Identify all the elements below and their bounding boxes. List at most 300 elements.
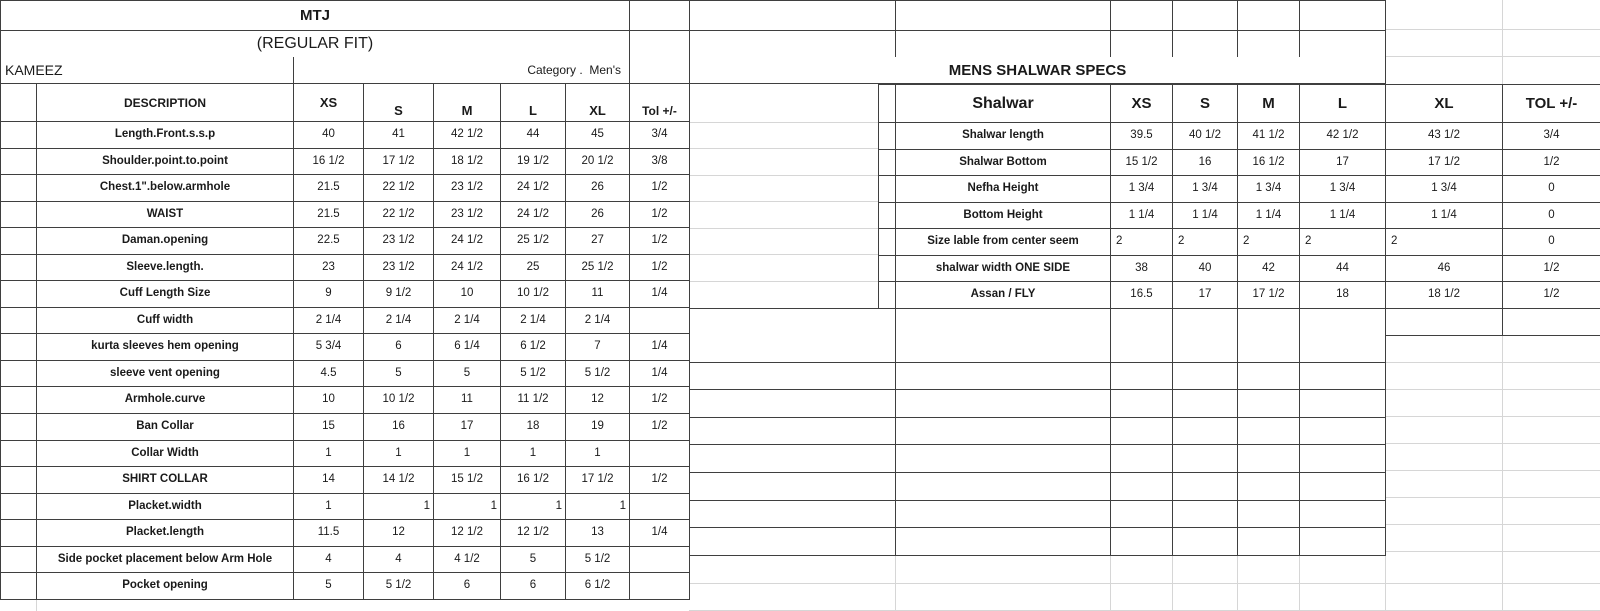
row-header-spacer[interactable] — [1, 228, 37, 255]
value-cell[interactable]: 2 — [1300, 229, 1386, 256]
row-label[interactable]: Collar Width — [37, 441, 294, 468]
empty-cell[interactable] — [1111, 31, 1173, 58]
value-cell[interactable]: 42 1/2 — [1300, 123, 1386, 150]
row-header-spacer[interactable] — [1, 520, 37, 547]
value-cell[interactable]: 1/4 — [630, 281, 690, 308]
row-header-spacer[interactable] — [1, 547, 37, 574]
empty-cell[interactable] — [1173, 31, 1238, 58]
empty-cell[interactable] — [1300, 418, 1386, 446]
value-cell[interactable] — [630, 547, 690, 574]
gridline — [895, 556, 896, 611]
value-cell[interactable]: 2 — [1173, 229, 1238, 256]
value-cell[interactable]: 5 3/4 — [294, 334, 364, 361]
value-cell[interactable] — [630, 573, 690, 600]
col-header-xl[interactable]: XL — [1386, 85, 1503, 123]
value-cell[interactable]: 5 — [434, 361, 501, 388]
value-cell[interactable]: 4.5 — [294, 361, 364, 388]
value-cell[interactable]: 1 — [294, 494, 364, 521]
value-cell[interactable]: 27 — [566, 228, 630, 255]
value-cell[interactable]: 12 — [364, 520, 434, 547]
value-cell[interactable]: 1 — [434, 494, 501, 521]
value-cell[interactable]: 1 1/4 — [1238, 203, 1300, 230]
row-header-spacer[interactable] — [879, 256, 896, 283]
value-cell[interactable]: 12 — [566, 387, 630, 414]
value-cell[interactable] — [630, 308, 690, 335]
value-cell[interactable]: 11 1/2 — [501, 387, 566, 414]
value-cell[interactable]: 18 1/2 — [1386, 282, 1503, 309]
value-cell[interactable]: 40 1/2 — [1173, 123, 1238, 150]
empty-cell[interactable] — [1173, 501, 1238, 529]
value-cell[interactable]: 16 1/2 — [501, 467, 566, 494]
value-cell[interactable]: 17 — [1173, 282, 1238, 309]
value-cell[interactable]: 0 — [1503, 176, 1600, 203]
col-header-xl[interactable]: XL — [566, 84, 630, 122]
value-cell[interactable]: 6 — [364, 334, 434, 361]
value-cell[interactable]: 41 1/2 — [1238, 123, 1300, 150]
value-cell[interactable]: 1/4 — [630, 334, 690, 361]
col-header-description[interactable]: DESCRIPTION — [37, 84, 294, 122]
col-header-l[interactable]: L — [1300, 85, 1386, 123]
row-header-spacer[interactable] — [1, 361, 37, 388]
value-cell[interactable]: 1 3/4 — [1386, 176, 1503, 203]
brand-title-cell[interactable]: MTJ — [1, 1, 630, 31]
value-cell[interactable]: 46 — [1386, 256, 1503, 283]
value-cell[interactable]: 10 — [294, 387, 364, 414]
value-cell[interactable]: 7 — [566, 334, 630, 361]
value-cell[interactable]: 6 — [501, 573, 566, 600]
gridline — [689, 175, 878, 176]
value-cell[interactable]: 6 — [434, 573, 501, 600]
empty-cell[interactable] — [1173, 363, 1238, 391]
value-cell[interactable]: 5 1/2 — [364, 573, 434, 600]
kameez-category-row — [0, 57, 690, 84]
value-cell[interactable]: 1 3/4 — [1238, 176, 1300, 203]
value-cell[interactable]: 11.5 — [294, 520, 364, 547]
col-header-tol[interactable]: TOL +/- — [1503, 85, 1600, 123]
row-label[interactable]: Shalwar Bottom — [896, 150, 1111, 177]
value-cell[interactable]: 26 — [566, 202, 630, 229]
value-cell[interactable]: 2 1/4 — [501, 308, 566, 335]
row-header-spacer[interactable] — [1, 122, 37, 149]
value-cell[interactable]: 1/2 — [630, 387, 690, 414]
row-label[interactable]: sleeve vent opening — [37, 361, 294, 388]
empty-cell[interactable] — [1300, 501, 1386, 529]
value-cell[interactable]: 1 — [364, 441, 434, 468]
shalwar-title-cell[interactable]: MENS SHALWAR SPECS — [690, 57, 1386, 84]
empty-cell[interactable] — [1111, 528, 1173, 556]
empty-cell[interactable] — [896, 309, 1111, 336]
value-cell[interactable]: 42 — [1238, 256, 1300, 283]
value-cell[interactable]: 2 1/4 — [434, 308, 501, 335]
row-header-spacer[interactable] — [1, 84, 37, 122]
value-cell[interactable]: 2 1/4 — [364, 308, 434, 335]
empty-cell[interactable] — [690, 309, 896, 336]
gridline — [689, 254, 878, 255]
value-cell[interactable]: 2 — [1386, 229, 1503, 256]
empty-cell[interactable] — [896, 528, 1111, 556]
value-cell[interactable]: 21.5 — [294, 202, 364, 229]
empty-cell[interactable] — [896, 501, 1111, 529]
row-label[interactable]: Assan / FLY — [896, 282, 1111, 309]
row-label[interactable]: Ban Collar — [37, 414, 294, 441]
value-cell[interactable]: 2 1/4 — [294, 308, 364, 335]
empty-cell[interactable] — [690, 31, 896, 58]
value-cell[interactable]: 25 1/2 — [501, 228, 566, 255]
empty-cell[interactable] — [1111, 445, 1173, 473]
value-cell[interactable]: 5 — [294, 573, 364, 600]
value-cell[interactable]: 1/4 — [630, 520, 690, 547]
value-cell[interactable]: 11 — [566, 281, 630, 308]
row-header-spacer[interactable] — [879, 123, 896, 150]
value-cell[interactable]: 22.5 — [294, 228, 364, 255]
empty-cell[interactable] — [1300, 390, 1386, 418]
value-cell[interactable]: 16 — [364, 414, 434, 441]
value-cell[interactable]: 12 1/2 — [434, 520, 501, 547]
empty-cell[interactable] — [896, 31, 1111, 58]
empty-cell[interactable] — [896, 390, 1111, 418]
col-header-l[interactable]: L — [501, 84, 566, 122]
value-cell[interactable]: 5 — [501, 547, 566, 574]
empty-cell[interactable] — [1300, 528, 1386, 556]
row-header-spacer[interactable] — [1, 202, 37, 229]
value-cell[interactable]: 9 1/2 — [364, 281, 434, 308]
value-cell[interactable]: 17 1/2 — [566, 467, 630, 494]
value-cell[interactable]: 13 — [566, 520, 630, 547]
col-header-s[interactable]: S — [364, 84, 434, 122]
col-header-shalwar[interactable]: Shalwar — [896, 85, 1111, 123]
row-header-spacer[interactable] — [1, 149, 37, 176]
empty-cell[interactable] — [690, 390, 896, 418]
value-cell[interactable]: 2 1/4 — [566, 308, 630, 335]
category-cell[interactable]: Category . Men's — [294, 57, 630, 84]
empty-cell[interactable] — [1238, 335, 1300, 363]
empty-cell[interactable] — [1111, 418, 1173, 446]
row-label[interactable]: Shalwar length — [896, 123, 1111, 150]
value-cell[interactable]: 23 1/2 — [364, 228, 434, 255]
value-cell[interactable]: 39.5 — [1111, 123, 1173, 150]
col-header-xs[interactable]: XS — [294, 84, 364, 122]
empty-cell[interactable] — [1111, 501, 1173, 529]
value-cell[interactable]: 1 — [501, 494, 566, 521]
col-header-s[interactable]: S — [1173, 85, 1238, 123]
empty-cell[interactable] — [1111, 390, 1173, 418]
value-cell[interactable]: 1/2 — [630, 467, 690, 494]
value-cell[interactable]: 1 — [566, 441, 630, 468]
col-header-tol[interactable]: Tol +/- — [630, 84, 690, 122]
value-cell[interactable]: 18 1/2 — [434, 149, 501, 176]
row-header-spacer[interactable] — [1, 441, 37, 468]
value-cell[interactable]: 1/2 — [630, 228, 690, 255]
empty-cell[interactable] — [1238, 309, 1300, 336]
empty-cell[interactable] — [1300, 309, 1386, 336]
row-label[interactable]: Size lable from center seem — [896, 229, 1111, 256]
value-cell[interactable]: 17 1/2 — [1238, 282, 1300, 309]
empty-cell[interactable] — [1238, 528, 1300, 556]
shalwar-empty-block — [689, 335, 1386, 556]
row-header-spacer[interactable] — [1, 387, 37, 414]
value-cell[interactable]: 0 — [1503, 229, 1600, 256]
value-cell[interactable]: 18 — [501, 414, 566, 441]
empty-cell[interactable] — [1238, 473, 1300, 501]
empty-cell[interactable] — [1173, 390, 1238, 418]
value-cell[interactable]: 1 — [294, 441, 364, 468]
empty-cell[interactable] — [1173, 528, 1238, 556]
row-label[interactable]: Daman.opening — [37, 228, 294, 255]
empty-cell[interactable] — [1173, 335, 1238, 363]
value-cell[interactable]: 3/4 — [1503, 123, 1600, 150]
value-cell[interactable]: 1/2 — [630, 414, 690, 441]
empty-cell[interactable] — [1386, 309, 1503, 336]
row-label[interactable]: Pocket opening — [37, 573, 294, 600]
value-cell[interactable]: 24 1/2 — [434, 228, 501, 255]
value-cell[interactable]: 17 1/2 — [364, 149, 434, 176]
value-cell[interactable]: 1/2 — [1503, 256, 1600, 283]
row-header-spacer[interactable] — [1, 255, 37, 282]
row-label[interactable]: kurta sleeves hem opening — [37, 334, 294, 361]
empty-cell[interactable] — [1173, 418, 1238, 446]
row-label[interactable]: Armhole.curve — [37, 387, 294, 414]
fit-title-cell[interactable]: (REGULAR FIT) — [1, 31, 630, 58]
value-cell[interactable]: 1 1/4 — [1111, 203, 1173, 230]
empty-cell[interactable] — [896, 473, 1111, 501]
col-header-m[interactable]: M — [434, 84, 501, 122]
empty-cell[interactable] — [1300, 363, 1386, 391]
row-header-spacer[interactable] — [1, 414, 37, 441]
empty-cell[interactable] — [690, 363, 896, 391]
garment-name-cell[interactable]: KAMEEZ — [1, 57, 294, 84]
empty-cell[interactable] — [690, 445, 896, 473]
value-cell[interactable]: 23 1/2 — [434, 175, 501, 202]
value-cell[interactable]: 1 — [566, 494, 630, 521]
value-cell[interactable]: 25 1/2 — [566, 255, 630, 282]
empty-cell[interactable] — [1238, 1, 1300, 31]
empty-cell[interactable] — [1173, 1, 1238, 31]
value-cell[interactable]: 18 — [1300, 282, 1386, 309]
empty-cell[interactable] — [690, 473, 896, 501]
empty-cell[interactable] — [896, 335, 1111, 363]
value-cell[interactable]: 1/2 — [630, 255, 690, 282]
value-cell[interactable]: 4 1/2 — [434, 547, 501, 574]
value-cell[interactable]: 23 — [294, 255, 364, 282]
empty-cell[interactable] — [1238, 445, 1300, 473]
empty-cell[interactable] — [896, 1, 1111, 31]
row-label[interactable]: Nefha Height — [896, 176, 1111, 203]
value-cell[interactable]: 1 3/4 — [1111, 176, 1173, 203]
value-cell[interactable]: 43 1/2 — [1386, 123, 1503, 150]
row-header-spacer[interactable] — [1, 467, 37, 494]
empty-cell[interactable] — [1238, 363, 1300, 391]
value-cell[interactable]: 44 — [1300, 256, 1386, 283]
value-cell[interactable]: 9 — [294, 281, 364, 308]
value-cell[interactable]: 24 1/2 — [434, 255, 501, 282]
value-cell[interactable]: 15 1/2 — [434, 467, 501, 494]
value-cell[interactable]: 4 — [364, 547, 434, 574]
row-label[interactable]: Sleeve.length. — [37, 255, 294, 282]
empty-cell[interactable] — [1503, 309, 1600, 336]
row-label[interactable]: Cuff Length Size — [37, 281, 294, 308]
value-cell[interactable]: 23 1/2 — [364, 255, 434, 282]
value-cell[interactable]: 26 — [566, 175, 630, 202]
value-cell[interactable] — [630, 494, 690, 521]
empty-cell[interactable] — [1300, 445, 1386, 473]
value-cell[interactable]: 6 1/2 — [566, 573, 630, 600]
row-header-spacer[interactable] — [879, 203, 896, 230]
row-label[interactable]: Cuff width — [37, 308, 294, 335]
value-cell[interactable]: 12 1/2 — [501, 520, 566, 547]
value-cell[interactable]: 1/4 — [630, 361, 690, 388]
value-cell[interactable]: 17 1/2 — [1386, 150, 1503, 177]
empty-cell[interactable] — [1238, 418, 1300, 446]
value-cell[interactable]: 21.5 — [294, 175, 364, 202]
value-cell[interactable]: 5 1/2 — [501, 361, 566, 388]
value-cell[interactable]: 15 1/2 — [1111, 150, 1173, 177]
value-cell[interactable]: 44 — [501, 122, 566, 149]
row-label[interactable]: shalwar width ONE SIDE — [896, 256, 1111, 283]
value-cell[interactable]: 40 — [1173, 256, 1238, 283]
value-cell[interactable]: 1/2 — [1503, 150, 1600, 177]
row-header-spacer[interactable] — [1, 573, 37, 600]
value-cell[interactable]: 3/4 — [630, 122, 690, 149]
value-cell[interactable]: 22 1/2 — [364, 202, 434, 229]
row-header-spacer[interactable] — [1, 494, 37, 521]
empty-cell[interactable] — [690, 501, 896, 529]
value-cell[interactable]: 11 — [434, 387, 501, 414]
empty-cell[interactable] — [1111, 363, 1173, 391]
value-cell[interactable]: 6 1/4 — [434, 334, 501, 361]
row-label[interactable]: Placket.width — [37, 494, 294, 521]
empty-cell[interactable] — [630, 57, 690, 84]
value-cell[interactable]: 15 — [294, 414, 364, 441]
value-cell[interactable]: 4 — [294, 547, 364, 574]
row-header-spacer[interactable] — [1, 175, 37, 202]
col-header-m[interactable]: M — [1238, 85, 1300, 123]
row-header-spacer[interactable] — [879, 85, 896, 123]
row-header-spacer[interactable] — [879, 229, 896, 256]
value-cell[interactable]: 19 — [566, 414, 630, 441]
row-label[interactable]: WAIST — [37, 202, 294, 229]
value-cell[interactable]: 1 — [501, 441, 566, 468]
value-cell[interactable]: 1 1/4 — [1386, 203, 1503, 230]
value-cell[interactable]: 40 — [294, 122, 364, 149]
row-header-spacer[interactable] — [879, 150, 896, 177]
value-cell[interactable]: 1 3/4 — [1173, 176, 1238, 203]
value-cell[interactable]: 10 1/2 — [501, 281, 566, 308]
gridline — [1110, 556, 1111, 611]
value-cell[interactable]: 22 1/2 — [364, 175, 434, 202]
value-cell[interactable]: 42 1/2 — [434, 122, 501, 149]
value-cell[interactable]: 5 1/2 — [566, 547, 630, 574]
value-cell[interactable]: 1/2 — [1503, 282, 1600, 309]
empty-cell[interactable] — [1238, 501, 1300, 529]
value-cell[interactable]: 16.5 — [1111, 282, 1173, 309]
empty-cell[interactable] — [690, 1, 896, 31]
empty-cell[interactable] — [690, 528, 896, 556]
value-cell[interactable]: 16 1/2 — [294, 149, 364, 176]
value-cell[interactable]: 25 — [501, 255, 566, 282]
empty-cell[interactable] — [1173, 309, 1238, 336]
empty-cell[interactable] — [690, 335, 896, 363]
value-cell[interactable]: 1 1/4 — [1173, 203, 1238, 230]
empty-cell[interactable] — [1300, 31, 1386, 58]
row-label[interactable]: Length.Front.s.s.p — [37, 122, 294, 149]
row-label[interactable]: Placket.length — [37, 520, 294, 547]
empty-cell[interactable] — [896, 445, 1111, 473]
value-cell[interactable]: 1 3/4 — [1300, 176, 1386, 203]
value-cell[interactable]: 19 1/2 — [501, 149, 566, 176]
value-cell[interactable]: 10 1/2 — [364, 387, 434, 414]
value-cell[interactable]: 3/8 — [630, 149, 690, 176]
gridline — [1385, 524, 1600, 525]
row-header-spacer[interactable] — [1, 334, 37, 361]
empty-cell[interactable] — [1111, 1, 1173, 31]
value-cell[interactable]: 16 1/2 — [1238, 150, 1300, 177]
value-cell[interactable]: 41 — [364, 122, 434, 149]
value-cell[interactable]: 24 1/2 — [501, 175, 566, 202]
value-cell[interactable]: 1 — [434, 441, 501, 468]
row-label[interactable]: Chest.1".below.armhole — [37, 175, 294, 202]
value-cell[interactable]: 5 1/2 — [566, 361, 630, 388]
value-cell[interactable]: 6 1/2 — [501, 334, 566, 361]
row-label[interactable]: SHIRT COLLAR — [37, 467, 294, 494]
empty-cell[interactable] — [630, 31, 690, 58]
value-cell[interactable]: 20 1/2 — [566, 149, 630, 176]
value-cell[interactable]: 2 — [1111, 229, 1173, 256]
value-cell[interactable]: 1/2 — [630, 202, 690, 229]
empty-cell[interactable] — [690, 418, 896, 446]
row-header-spacer[interactable] — [879, 282, 896, 309]
row-label[interactable]: Shoulder.point.to.point — [37, 149, 294, 176]
value-cell[interactable]: 1 1/4 — [1300, 203, 1386, 230]
empty-cell[interactable] — [1238, 31, 1300, 58]
value-cell[interactable]: 17 — [434, 414, 501, 441]
value-cell[interactable]: 14 — [294, 467, 364, 494]
value-cell[interactable]: 10 — [434, 281, 501, 308]
row-header-spacer[interactable] — [1, 308, 37, 335]
kameez-spec-table — [0, 84, 690, 600]
value-cell[interactable]: 17 — [1300, 150, 1386, 177]
row-header-spacer[interactable] — [879, 176, 896, 203]
value-cell[interactable]: 0 — [1503, 203, 1600, 230]
value-cell[interactable]: 2 — [1238, 229, 1300, 256]
empty-cell[interactable] — [1300, 473, 1386, 501]
value-cell[interactable]: 45 — [566, 122, 630, 149]
value-cell[interactable]: 14 1/2 — [364, 467, 434, 494]
empty-cell[interactable] — [630, 1, 690, 31]
empty-cell[interactable] — [896, 418, 1111, 446]
value-cell[interactable]: 1/2 — [630, 175, 690, 202]
value-cell[interactable]: 38 — [1111, 256, 1173, 283]
empty-cell[interactable] — [896, 363, 1111, 391]
empty-cell[interactable] — [1238, 390, 1300, 418]
value-cell[interactable]: 24 1/2 — [501, 202, 566, 229]
empty-cell[interactable] — [1300, 335, 1386, 363]
row-header-spacer[interactable] — [1, 281, 37, 308]
value-cell[interactable]: 1 — [364, 494, 434, 521]
empty-cell[interactable] — [1111, 309, 1173, 336]
value-cell[interactable]: 5 — [364, 361, 434, 388]
empty-cell[interactable] — [1300, 1, 1386, 31]
value-cell[interactable]: 16 — [1173, 150, 1238, 177]
col-header-xs[interactable]: XS — [1111, 85, 1173, 123]
row-label[interactable]: Bottom Height — [896, 203, 1111, 230]
empty-cell[interactable] — [1173, 473, 1238, 501]
empty-cell[interactable] — [1173, 445, 1238, 473]
empty-cell[interactable] — [1111, 335, 1173, 363]
value-cell[interactable] — [630, 441, 690, 468]
value-cell[interactable]: 23 1/2 — [434, 202, 501, 229]
empty-cell[interactable] — [1111, 473, 1173, 501]
row-label[interactable]: Side pocket placement below Arm Hole — [37, 547, 294, 574]
